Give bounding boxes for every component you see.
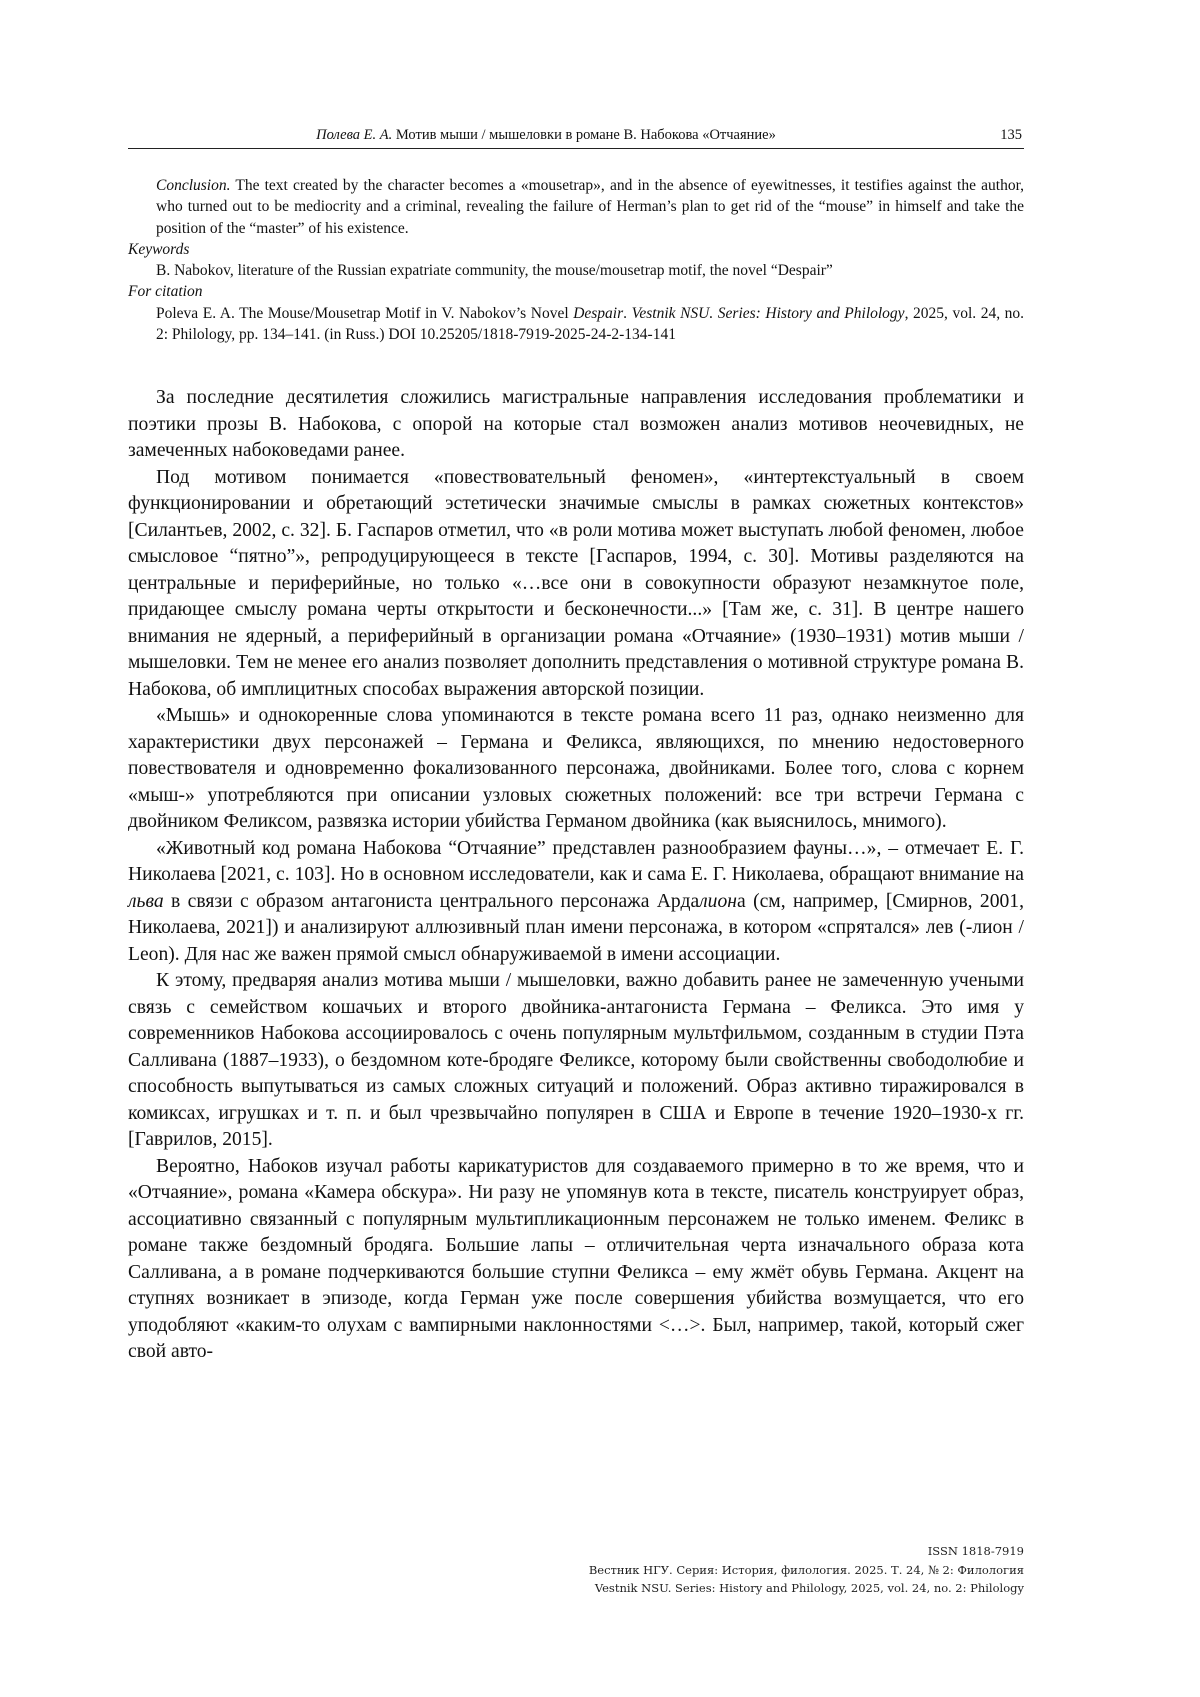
keywords-text: B. Nabokov, literature of the Russian expatriate community, the mouse/mousetrap motif, the novel “Despair” [156,262,833,280]
footer-journal-en: Vestnik NSU. Series: History and Philology, 2025, vol. 24, no. 2: Philology [594,1581,1024,1595]
journal-footer [589,1542,1024,1598]
body-paragraph-2: Под мотивом понимается «повествовательный феномен», «интертекстуальный в своем функционировании и обретающий эстетически значимые смыслы в рамках сюжетных контекстов» [Силантьев, 2002, с. 32]. Б. Гаспаров отметил, что «в роли мотива может выступать любой феномен, любое смысловое “пятно”», репродуцирующееся в тексте [Гаспаров, 1994, с. 30]. Мотивы разделяются на центральные и периферийные, но только «…все они в совокупности образуют незамкнутое поле, придающее смыслу романа черты открытости и бесконечности...» [Там же, с. 31]. В центре нашего внимания не ядерный, а периферийный в организации романа «Отчаяние» (1930–1931) мотив мыши / мышеловки. Тем не менее его анализ позволяет дополнить представления о мотивной структуре романа В. Набокова, об имплицитных способах выражения авторской позиции. [128,466,1024,700]
citation-heading: For citation [128,283,203,301]
running-head-article-title: Мотив мыши / мышеловки в романе В. Набокова «Отчаяние» [392,127,776,143]
citation-title-italic: Despair [573,304,624,322]
citation-part: Poleva E. A. The Mouse/Mousetrap Motif in V. Nabokov’s Novel [156,304,574,322]
citation-journal-italic: Vestnik NSU. Series: History and Philology [631,304,905,322]
running-head [128,126,1024,149]
conclusion-label: Conclusion. [156,177,231,194]
running-head-author: Полева Е. А. [316,127,393,143]
body-text: а (см, например, [Смирнов, 2001, Николаева, 2021]) и анализируют аллюзивный план имени персонажа, в котором «спрятался» лев (-лион / Leon). Для нас же важен прямой смысл обнаруживаемой в имени ассоциации. [128,890,1024,965]
citation-part: . [623,304,632,322]
article-body [128,385,1024,1366]
keywords-heading: Keywords [128,240,190,258]
abstract-block [128,175,1024,345]
body-italic: лион [699,890,737,912]
body-text: «Животный код романа Набокова “Отчаяние” представлен разнообразием фауны…», – отмечает Е. Г. Николаева [2021, с. 103]. Но в основном исследователи, как и сама Е. Г. Николаева, обращают внимание на [128,837,1024,885]
abstract-conclusion [128,175,1024,239]
body-paragraph-4 [128,836,1024,969]
running-head-title [128,126,964,144]
body-paragraph-5: К этому, предваряя анализ мотива мыши / мышеловки, важно добавить ранее не замеченную учеными связь с семейством кошачьих и второго двойника-антагониста Германа – Феликса. Это имя у современников Набокова ассоциировалось с очень популярным мультфильмом, созданным в студии Пэта Салливана (1887–1933), о бездомном коте-бродяге Феликсе, которому были свойственны свободолюбие и способность выпутываться из самых сложных ситуаций и положений. Образ активно тиражировался в комиксах, игрушках и т. п. и был чрезвычайно популярен в США и Европе в течение 1920–1930-х гг. [Гаврилов, 2015]. [128,970,1024,1150]
body-italic: льва [128,890,164,912]
footer-journal-ru: Вестник НГУ. Серия: История, филология. 2025. Т. 24, № 2: Филология [588,1562,1024,1577]
body-text: в связи с образом антагониста центрального персонажа Арда [163,890,700,912]
body-paragraph-6: Вероятно, Набоков изучал работы карикатуристов для создаваемого примерно в то же время, что и «Отчаяние», романа «Камера обскура». Ни разу не упомянув кота в тексте, писатель конструирует образ, ассоциативно связанный с популярным мультипликационным персонажем не только именем. Феликс в романе также бездомный бродяга. Большие лапы – отличительная черта изначального образа кота Салливана, а в романе подчеркиваются большие ступни Феликса – ему жмёт обувь Германа. Акцент на ступнях возникает в эпизоде, когда Герман уже после совершения убийства возмущается, что его уподобляют «каким-то олухам с вампирными наклонностями <…>. Был, например, такой, который сжег свой авто- [128,1155,1024,1362]
citation-part: , 2025, vol. 24, no. 2: Philology, pp. 134–141. (in Russ.) DOI 10.25205/1818-7919-2025-24-2-134-141 [156,304,1025,344]
body-paragraph-3: «Мышь» и однокоренные слова упоминаются в тексте романа всего 11 раз, однако неизменно для характеристики двух персонажей – Германа и Феликса, являющихся, по мнению недостоверного повествователя и одновременно фокализованного персонажа, двойниками. Более того, слова с корнем «мыш-» употребляются при описании узловых сюжетных положений: все три встречи Германа с двойником Феликсом, развязка истории убийства Германом двойника (как выяснилось, мнимого). [128,705,1024,832]
page-number: 135 [1000,127,1022,143]
footer-issn: ISSN 1818-7919 [927,1544,1024,1558]
citation-text [128,303,1024,346]
conclusion-text: The text created by the character becomes a «mousetrap», and in the absence of eyewitnesses, it testifies against the author, who turned out to be mediocrity and a criminal, revealing the failure of Herman’s plan to get rid of the “mouse” in himself and take the position of the “master” of his existence. [156,177,1024,237]
body-paragraph-1: За последние десятилетия сложились магистральные направления исследования проблематики и поэтики прозы В. Набокова, с опорой на которые стал возможен анализ мотивов неочевидных, не замеченных набоковедами ранее. [128,387,1024,461]
